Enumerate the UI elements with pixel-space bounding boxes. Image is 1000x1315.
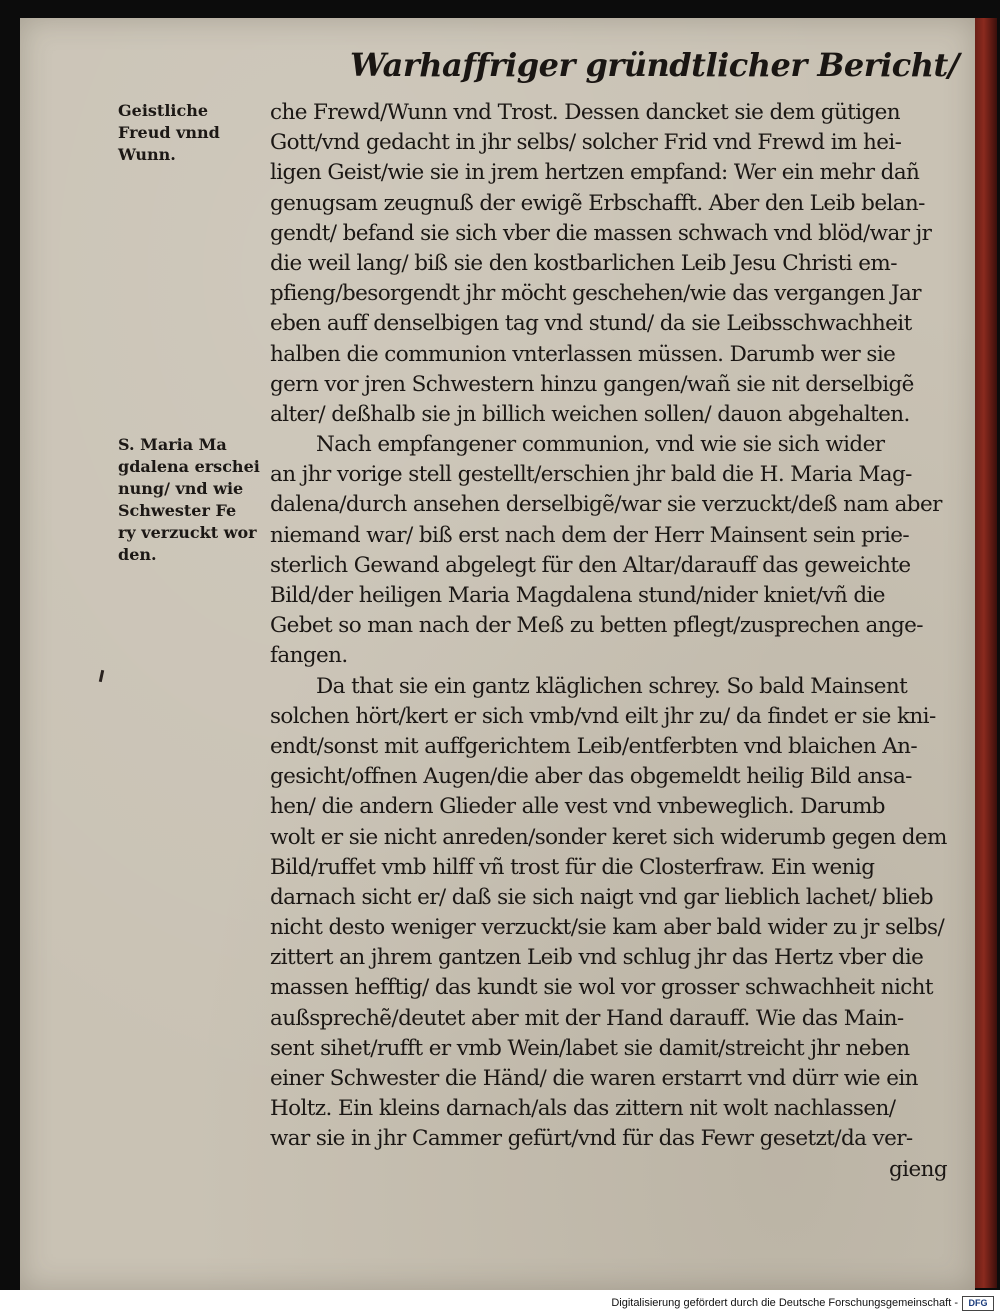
- text-line: wolt er sie nicht anreden/sonder keret sich widerumb gegen dem: [270, 824, 947, 850]
- margin-note-line: nung/ vnd wie: [118, 479, 244, 498]
- text-line: darnach sicht er/ daß sie sich naigt vnd gar lieblich lachet/ blieb: [270, 884, 934, 910]
- text-line: eben auff denselbigen tag vnd stund/ da sie Leibsschwachheit: [270, 311, 912, 337]
- text-line: niemand war/ biß erst nach dem der Herr Mainsent sein prie-: [270, 522, 910, 548]
- text-line: an jhr vorige stell gestellt/erschien jhr bald die H. Maria Mag-: [270, 462, 912, 488]
- text-line: fangen.: [270, 643, 348, 669]
- body-text: [270, 98, 955, 1185]
- margin-note-line: Schwester Fe: [118, 501, 237, 520]
- text-line: sterlich Gewand abgelegt für den Altar/darauff das geweichte: [270, 552, 911, 578]
- margin-note-magdalena-apparition: [118, 434, 268, 566]
- text-line: solchen hört/kert er sich vmb/vnd eilt jhr zu/ da findet er sie kni-: [270, 703, 936, 729]
- paragraph-start-line: Nach empfangener communion, vnd wie sie sich wider: [316, 432, 885, 458]
- text-line: einer Schwester die Händ/ die waren erstarrt vnd dürr wie ein: [270, 1066, 918, 1091]
- text-line: che Frewd/Wunn vnd Trost. Dessen dancket sie dem gütigen: [270, 100, 901, 125]
- margin-note-line: ry verzuckt wor: [118, 523, 257, 542]
- text-line: außsprechẽ/deutet aber mit der Hand darauff. Wie das Main-: [270, 1005, 904, 1031]
- margin-note-spiritual-joy: [118, 100, 268, 166]
- margin-note-line: gdalena erschei: [118, 457, 260, 476]
- margin-note-line: den.: [118, 545, 157, 564]
- text-line: pfieng/besorgendt jhr möcht geschehen/wie das vergangen Jar: [270, 281, 921, 307]
- page-edge: [975, 18, 997, 1288]
- text-line: Gott/vnd gedacht in jhr selbs/ solcher Frid vnd Frewd im hei-: [270, 130, 902, 156]
- text-line: war sie in jhr Cammer gefürt/vnd für das Fewr gesetzt/da ver-: [270, 1126, 913, 1152]
- margin-note-line: Wunn.: [118, 145, 176, 164]
- running-head: Warhaffriger gründtlicher Bericht/: [350, 46, 960, 84]
- text-line: zittert an jhrem gantzen Leib vnd schlug jhr das Hertz vber die: [270, 945, 924, 971]
- text-line: genugsam zeugnuß der ewigẽ Erbschafft. Aber den Leib belan-: [270, 190, 925, 216]
- text-line: massen hefftig/ das kundt sie wol vor grosser schwachheit nicht: [270, 975, 933, 1001]
- margin-note-line: Geistliche: [118, 101, 209, 120]
- text-line: Bild/ruffet vmb hilff vñ trost für die Closterfraw. Ein wenig: [270, 854, 875, 880]
- text-line: alter/ deßhalb sie jn billich weichen sollen/ dauon abgehalten.: [270, 401, 910, 427]
- text-line: hen/ die andern Glieder alle vest vnd vnbeweglich. Darumb: [270, 794, 885, 820]
- paragraph-start-line: Da that sie ein gantz kläglichen schrey. So bald Mainsent: [316, 673, 908, 699]
- text-line: dalena/durch ansehen derselbigẽ/war sie verzuckt/deß nam aber: [270, 492, 942, 518]
- dfg-logo: DFG: [962, 1296, 994, 1311]
- text-line: Holtz. Ein kleins darnach/als das zittern nit wolt nachlassen/: [270, 1096, 896, 1122]
- text-line: gern vor jren Schwestern hinzu gangen/wañ sie nit derselbigẽ: [270, 371, 914, 397]
- text-line: halben die communion vnterlassen müssen. Darumb wer sie: [270, 341, 896, 367]
- text-line: gesicht/offnen Augen/die aber das obgemeldt heilig Bild ansa-: [270, 764, 912, 790]
- text-line: nicht desto weniger verzuckt/sie kam aber bald wider zu jr selbs/: [270, 915, 945, 941]
- text-line: endt/sonst mit auffgerichtem Leib/entferbten vnd blaichen An-: [270, 733, 918, 759]
- text-line: sent sihet/rufft er vmb Wein/labet sie damit/streicht jhr neben: [270, 1035, 910, 1061]
- margin-note-line: S. Maria Ma: [118, 435, 227, 454]
- text-line: Gebet so man nach der Meß zu betten pflegt/zusprechen ange-: [270, 613, 923, 639]
- funding-notice: Digitalisierung gefördert durch die Deutsche Forschungsgemeinschaft -: [611, 1297, 958, 1309]
- text-line: die weil lang/ biß sie den kostbarlichen Leib Jesu Christi em-: [270, 250, 897, 276]
- text-line: Bild/der heiligen Maria Magdalena stund/nider kniet/vñ die: [270, 583, 885, 608]
- text-line: gendt/ befand sie sich vber die massen schwach vnd blöd/war jr: [270, 220, 932, 246]
- catchword: gieng: [889, 1156, 947, 1182]
- margin-note-line: Freud vnnd: [118, 123, 220, 142]
- text-line: ligen Geist/wie sie in jrem hertzen empfand: Wer ein mehr dañ: [270, 160, 920, 186]
